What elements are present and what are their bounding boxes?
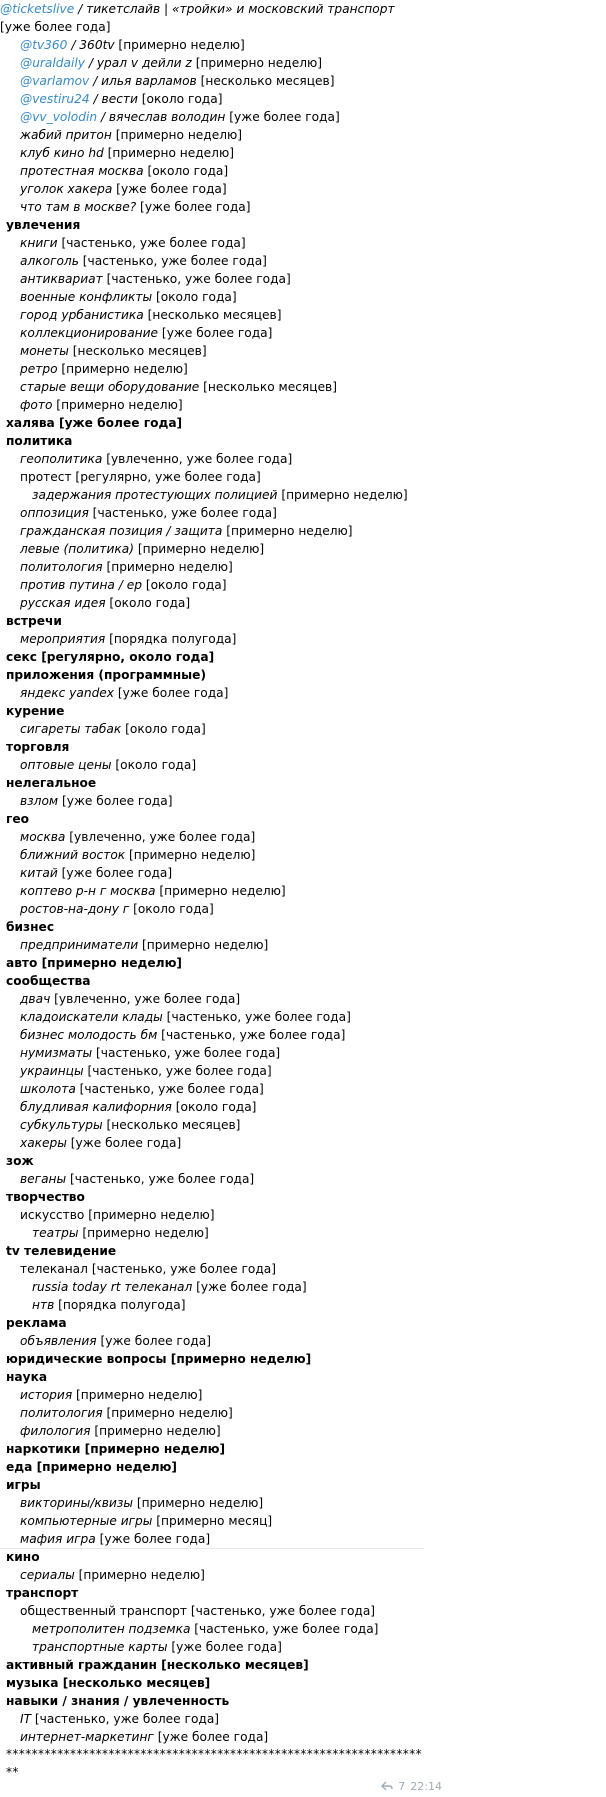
- item-label: школота: [20, 1082, 76, 1096]
- item-label: блудливая калифорния: [20, 1100, 172, 1114]
- item-tags: [около года]: [105, 596, 191, 610]
- list-item: [0, 450, 606, 468]
- list-item: [0, 1044, 606, 1062]
- item-tags: [частенько, уже более года]: [88, 506, 277, 520]
- list-item: [0, 1566, 606, 1584]
- list-item: [0, 1710, 606, 1728]
- item-label: гео: [6, 812, 30, 826]
- item-label: объявления: [20, 1334, 97, 1348]
- item-tags: [примерно неделю]: [222, 524, 353, 538]
- list-item: [0, 1134, 606, 1152]
- item-label: кладоискатели клады: [20, 1010, 163, 1024]
- item-label: задержания протестующих полицией: [32, 488, 278, 502]
- item-label: протестная москва: [20, 164, 144, 178]
- list-item: [0, 162, 606, 180]
- item-label: игры: [6, 1478, 41, 1492]
- list-item: [0, 1494, 606, 1512]
- list-item: [0, 360, 606, 378]
- category-heading: [0, 972, 606, 990]
- category-heading: [0, 612, 606, 630]
- item-tags: [частенько, уже более года]: [187, 1604, 376, 1618]
- item-label: метрополитен подземка: [32, 1622, 191, 1636]
- category-heading: [0, 1458, 606, 1476]
- category-heading: [0, 1152, 606, 1170]
- item-tags: [уже более года]: [96, 1334, 211, 1348]
- list-item: [0, 522, 606, 540]
- item-tags: [около года]: [121, 722, 206, 736]
- item-label: книги: [20, 236, 58, 250]
- item-tags: [уже более года]: [158, 326, 273, 340]
- channel-link[interactable]: @vestiru24: [20, 92, 90, 106]
- list-item: [0, 1098, 606, 1116]
- item-tags: [примерно неделю]: [191, 56, 323, 70]
- item-label: транспортные карты: [32, 1640, 168, 1654]
- item-tags: [уже более года]: [57, 866, 173, 880]
- item-label: ретро: [20, 362, 58, 376]
- timestamp: 22:14: [410, 1779, 442, 1793]
- item-tags: [примерно неделю]: [102, 1406, 233, 1420]
- list-item: [0, 1512, 606, 1530]
- item-label: викторины/квизы: [20, 1496, 133, 1510]
- item-label: / 360tv: [67, 38, 115, 52]
- item-label: старые вещи оборудование: [20, 380, 200, 394]
- interest-list: [0, 36, 606, 1746]
- item-label: мероприятия: [20, 632, 106, 646]
- item-label: реклама: [6, 1316, 67, 1330]
- item-tags: [примерно неделю]: [114, 38, 245, 52]
- item-tags: [уже более года]: [192, 1280, 307, 1294]
- list-item: [0, 936, 606, 954]
- list-item: [0, 720, 606, 738]
- list-item: [0, 1062, 606, 1080]
- item-label: IT: [20, 1712, 32, 1726]
- item-label: сообщества: [6, 974, 91, 988]
- list-item: [0, 990, 606, 1008]
- list-item: [0, 900, 606, 918]
- item-tags: [увлеченно, уже более года]: [102, 452, 293, 466]
- item-tags: [несколько месяцев]: [143, 308, 282, 322]
- list-item: [0, 756, 606, 774]
- item-tags: [уже более года]: [66, 1136, 182, 1150]
- list-item: [0, 684, 606, 702]
- list-item: [0, 270, 606, 288]
- item-label: театры: [32, 1226, 79, 1240]
- list-item: [0, 288, 606, 306]
- list-item: [0, 1638, 606, 1656]
- list-item: [0, 1602, 606, 1620]
- item-label: активный гражданин [несколько месяцев]: [6, 1658, 309, 1672]
- channel-line: [0, 0, 606, 18]
- item-label: коптево р-н г москва: [20, 884, 156, 898]
- list-item: [0, 1224, 606, 1242]
- list-item: [0, 828, 606, 846]
- item-tags: [уже более года]: [58, 794, 173, 808]
- item-label: фото: [20, 398, 53, 412]
- item-tags: [частенько, уже более года]: [190, 1622, 379, 1636]
- item-tags: [около года]: [141, 578, 227, 592]
- list-item: [0, 864, 606, 882]
- list-item: [0, 1332, 606, 1350]
- item-label: / илья варламов: [89, 74, 197, 88]
- item-tags: [примерно неделю]: [111, 128, 243, 142]
- item-label: транспорт: [6, 1586, 79, 1600]
- item-label: ростов-на-дону г: [20, 902, 130, 916]
- reply-count: 7: [398, 1779, 406, 1793]
- category-heading: [0, 1440, 606, 1458]
- item-label: приложения (программные): [6, 668, 207, 682]
- list-item: [0, 144, 606, 162]
- item-tags: [частенько, уже более года]: [83, 1064, 272, 1078]
- item-tags: [примерно месяц]: [152, 1514, 273, 1528]
- list-item: [0, 594, 606, 612]
- item-tags: [частенько, уже более года]: [162, 1010, 351, 1024]
- item-label: торговля: [6, 740, 70, 754]
- footer-stars: *******************************************************************: [6, 1747, 422, 1779]
- item-tags: [уже более года]: [112, 182, 227, 196]
- item-label: военные конфликты: [20, 290, 153, 304]
- list-item: [0, 846, 606, 864]
- item-label: авто [примерно неделю]: [6, 956, 182, 970]
- item-label: филология: [20, 1424, 91, 1438]
- channel-title: / тикетслайв | «тройки» и московский транспорт: [74, 2, 395, 16]
- list-item: [0, 1116, 606, 1134]
- category-heading: [0, 738, 606, 756]
- list-item: [0, 252, 606, 270]
- item-tags: [около года]: [171, 1100, 257, 1114]
- item-label: украинцы: [20, 1064, 84, 1078]
- list-item: [0, 504, 606, 522]
- item-label: клуб кино hd: [20, 146, 104, 160]
- category-heading: [0, 1584, 606, 1602]
- item-tags: [примерно неделю]: [138, 938, 269, 952]
- item-label: сериалы: [20, 1568, 75, 1582]
- category-heading: [0, 1548, 606, 1566]
- item-label: бизнес молодость бм: [20, 1028, 158, 1042]
- item-label: антиквариат: [20, 272, 103, 286]
- item-tags: [около года]: [137, 92, 223, 106]
- item-tags: [частенько, уже более года]: [157, 1028, 346, 1042]
- list-item: [0, 1278, 606, 1296]
- item-label: / урал v дейли z: [84, 56, 192, 70]
- list-item: [0, 198, 606, 216]
- list-item: [0, 792, 606, 810]
- category-heading: [0, 702, 606, 720]
- list-item: [0, 342, 606, 360]
- item-label: еда [примерно неделю]: [6, 1460, 177, 1474]
- item-tags: [примерно неделю]: [133, 542, 265, 556]
- item-tags: [частенько, уже более года]: [57, 236, 246, 250]
- list-item: [0, 90, 606, 108]
- category-heading: [0, 954, 606, 972]
- item-tags: [примерно неделю]: [57, 362, 188, 376]
- list-item: [0, 180, 606, 198]
- category-heading: [0, 1242, 606, 1260]
- channel-link[interactable]: @vv_volodin: [20, 110, 98, 124]
- category-heading: [0, 918, 606, 936]
- list-item: [0, 1728, 606, 1746]
- category-heading: [0, 1350, 606, 1368]
- list-item: [0, 108, 606, 126]
- item-tags: [примерно неделю]: [84, 1208, 215, 1222]
- item-tags: [порядка полугода]: [105, 632, 237, 646]
- item-label: хакеры: [20, 1136, 67, 1150]
- list-item: [0, 378, 606, 396]
- item-label: tv телевидение: [6, 1244, 117, 1258]
- list-item: [0, 1422, 606, 1440]
- item-label: музыка [несколько месяцев]: [6, 1676, 211, 1690]
- item-label: субкультуры: [20, 1118, 103, 1132]
- category-heading: [0, 1188, 606, 1206]
- item-label: нелегальное: [6, 776, 97, 790]
- item-label: против путина / ер: [20, 578, 142, 592]
- category-heading: [0, 432, 606, 450]
- channel-link[interactable]: @uraldaily: [20, 56, 85, 70]
- item-tags: [примерно неделю]: [102, 560, 233, 574]
- item-tags: [регулярно, уже более года]: [71, 470, 261, 484]
- channel-link[interactable]: @ticketslive: [0, 2, 75, 16]
- item-label: кино: [6, 1550, 40, 1564]
- item-tags: [увлеченно, уже более года]: [65, 830, 256, 844]
- item-tags: [увлеченно, уже более года]: [50, 992, 241, 1006]
- category-heading: [0, 774, 606, 792]
- item-label: навыки / знания / увлеченность: [6, 1694, 230, 1708]
- item-label: китай: [20, 866, 58, 880]
- category-heading: [0, 648, 606, 666]
- item-label: курение: [6, 704, 65, 718]
- item-tags: [частенько, уже более года]: [75, 1082, 264, 1096]
- list-item: [0, 1620, 606, 1638]
- item-label: ближний восток: [20, 848, 126, 862]
- item-label: алкоголь: [20, 254, 79, 268]
- category-heading: [0, 1476, 606, 1494]
- item-label: взлом: [20, 794, 59, 808]
- item-label: история: [20, 1388, 73, 1402]
- list-item: [0, 54, 606, 72]
- list-item: [0, 1404, 606, 1422]
- item-label: russia today rt телеканал: [32, 1280, 193, 1294]
- category-heading: [0, 1368, 606, 1386]
- item-label: предприниматели: [20, 938, 139, 952]
- item-label: город урбанистика: [20, 308, 144, 322]
- list-item: [0, 882, 606, 900]
- item-label: монеты: [20, 344, 69, 358]
- item-tags: [уже более года]: [153, 1730, 269, 1744]
- category-heading: [0, 1674, 606, 1692]
- message-divider: [0, 1548, 424, 1549]
- item-label: мафия игра: [20, 1532, 96, 1546]
- item-tags: [примерно неделю]: [52, 398, 183, 412]
- item-tags: [несколько месяцев]: [196, 74, 335, 88]
- list-item: [0, 1008, 606, 1026]
- list-item: [0, 1296, 606, 1314]
- item-label: бизнес: [6, 920, 55, 934]
- channel-tags: [уже более года]: [0, 20, 111, 34]
- item-label: двач: [20, 992, 51, 1006]
- list-item: [0, 396, 606, 414]
- channel-link[interactable]: @tv360: [20, 38, 68, 52]
- list-item: [0, 1170, 606, 1188]
- item-tags: [уже более года]: [136, 200, 251, 214]
- item-tags: [частенько, уже более года]: [66, 1172, 255, 1186]
- category-heading: [0, 1692, 606, 1710]
- item-label: нумизматы: [20, 1046, 93, 1060]
- item-label: компьютерные игры: [20, 1514, 153, 1528]
- list-item: [0, 234, 606, 252]
- item-label: наркотики [примерно неделю]: [6, 1442, 226, 1456]
- category-heading: [0, 414, 606, 432]
- item-label: телеканал: [20, 1262, 88, 1276]
- item-label: искусство: [20, 1208, 85, 1222]
- item-tags: [частенько, уже более года]: [92, 1046, 281, 1060]
- list-item: [0, 558, 606, 576]
- list-item: [0, 126, 606, 144]
- item-label: коллекционирование: [20, 326, 159, 340]
- item-tags: [около года]: [111, 758, 197, 772]
- item-label: наука: [6, 1370, 48, 1384]
- list-item: [0, 1206, 606, 1224]
- item-label: интернет-маркетинг: [20, 1730, 154, 1744]
- item-label: геополитика: [20, 452, 103, 466]
- item-label: политика: [6, 434, 73, 448]
- list-item: [0, 324, 606, 342]
- item-tags: [примерно неделю]: [103, 146, 234, 160]
- item-tags: [примерно неделю]: [90, 1424, 221, 1438]
- item-tags: [примерно неделю]: [74, 1568, 205, 1582]
- item-tags: [уже более года]: [167, 1640, 282, 1654]
- channel-link[interactable]: @varlamov: [20, 74, 90, 88]
- item-label: политология: [20, 1406, 103, 1420]
- item-label: зож: [6, 1154, 34, 1168]
- list-item: [0, 540, 606, 558]
- item-label: оптовые цены: [20, 758, 112, 772]
- item-tags: [частенько, уже более года]: [102, 272, 291, 286]
- category-heading: [0, 1656, 606, 1674]
- item-tags: [примерно неделю]: [277, 488, 408, 502]
- list-item: [0, 1386, 606, 1404]
- item-label: москва: [20, 830, 66, 844]
- item-label: увлечения: [6, 218, 81, 232]
- item-tags: [около года]: [152, 290, 237, 304]
- item-label: халява [уже более года]: [6, 416, 183, 430]
- reply-icon[interactable]: [381, 1781, 393, 1791]
- item-tags: [частенько, уже более года]: [78, 254, 267, 268]
- message-meta: [381, 1778, 442, 1794]
- item-tags: [около года]: [143, 164, 229, 178]
- item-label: оппозиция: [20, 506, 89, 520]
- item-label: левые (политика): [20, 542, 134, 556]
- list-item: [0, 468, 606, 486]
- item-tags: [несколько месяцев]: [199, 380, 337, 394]
- item-tags: [уже более года]: [95, 1532, 211, 1546]
- item-tags: [уже более года]: [114, 686, 229, 700]
- item-tags: [порядка полугода]: [54, 1298, 186, 1312]
- list-item: [0, 1260, 606, 1278]
- item-label: русская идея: [20, 596, 106, 610]
- item-label: гражданская позиция / защита: [20, 524, 223, 538]
- item-label: политология: [20, 560, 103, 574]
- item-tags: [частенько, уже более года]: [87, 1262, 276, 1276]
- item-label: веганы: [20, 1172, 67, 1186]
- item-label: / вести: [89, 92, 138, 106]
- list-item: [0, 486, 606, 504]
- item-label: уголок хакера: [20, 182, 113, 196]
- item-label: яндекс yandex: [20, 686, 115, 700]
- category-heading: [0, 216, 606, 234]
- category-heading: [0, 810, 606, 828]
- item-tags: [примерно неделю]: [72, 1388, 203, 1402]
- item-label: юридические вопросы [примерно неделю]: [6, 1352, 312, 1366]
- list-item: [0, 576, 606, 594]
- item-label: нтв: [32, 1298, 55, 1312]
- item-tags: [примерно неделю]: [155, 884, 286, 898]
- item-tags: [примерно неделю]: [132, 1496, 264, 1510]
- item-tags: [несколько месяцев]: [102, 1118, 241, 1132]
- category-heading: [0, 666, 606, 684]
- item-label: протест: [20, 470, 72, 484]
- item-label: сигареты табак: [20, 722, 122, 736]
- category-heading: [0, 1314, 606, 1332]
- list-item: [0, 1026, 606, 1044]
- item-label: жабий притон: [20, 128, 112, 142]
- list-item: [0, 306, 606, 324]
- item-label: что там в москве?: [20, 200, 137, 214]
- item-tags: [около года]: [129, 902, 214, 916]
- item-label: / вячеслав володин: [97, 110, 226, 124]
- item-label: общественный транспорт: [20, 1604, 188, 1618]
- list-item: [0, 630, 606, 648]
- item-label: секс [регулярно, около года]: [6, 650, 215, 664]
- item-tags: [уже более года]: [225, 110, 340, 124]
- list-item: [0, 1530, 606, 1548]
- list-item: [0, 36, 606, 54]
- list-item: [0, 72, 606, 90]
- item-label: творчество: [6, 1190, 85, 1204]
- list-item: [0, 1080, 606, 1098]
- item-label: встречи: [6, 614, 62, 628]
- item-tags: [примерно неделю]: [125, 848, 256, 862]
- item-tags: [частенько, уже более года]: [31, 1712, 220, 1726]
- item-tags: [примерно неделю]: [78, 1226, 209, 1240]
- item-tags: [несколько месяцев]: [68, 344, 207, 358]
